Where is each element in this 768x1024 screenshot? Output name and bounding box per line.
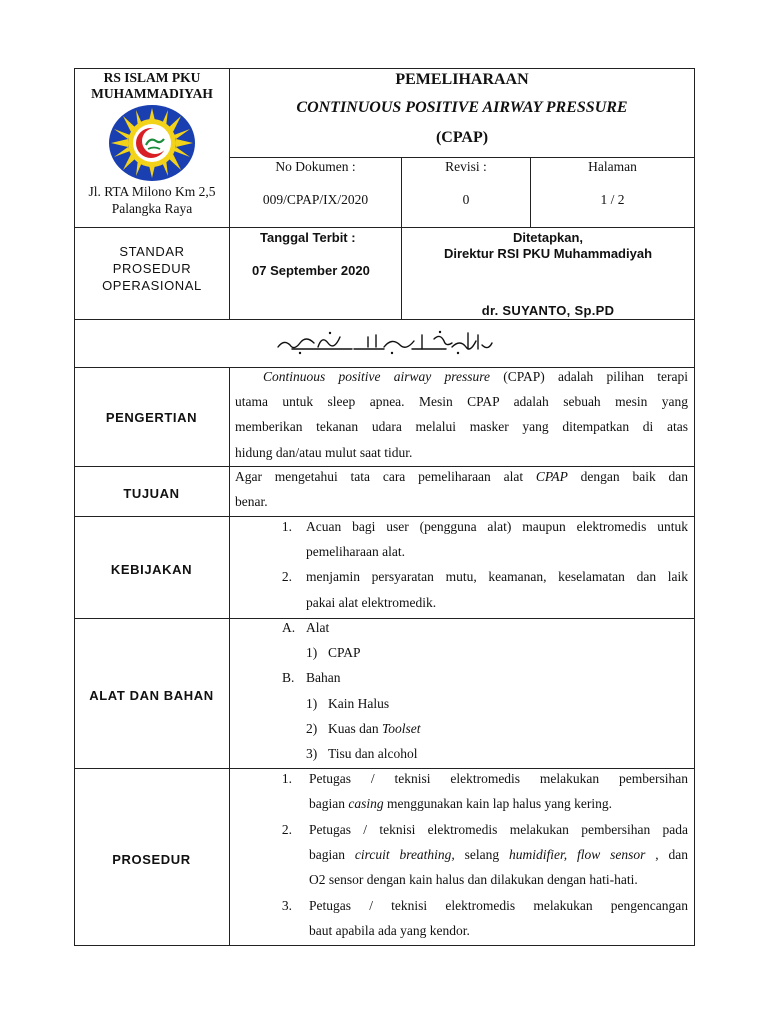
bahan-item-1: Kain Halus (328, 696, 390, 711)
revision-value: 0 (462, 192, 470, 207)
tujuan-line2: benar. (235, 494, 268, 509)
bahan-item-2-text: Kuas dan (328, 721, 382, 736)
table-border-bottom (74, 945, 695, 946)
prosedur-step-1-line2-a: bagian (309, 796, 349, 811)
prosedur-step-2-line2-c: , dan (645, 847, 688, 862)
prosedur-step-3-line1: Petugas / teknisi elektromedis melakukan pengencangan (309, 898, 688, 913)
left-col-divider-body (229, 367, 230, 945)
prosedur-step-1-line2-b: menggunakan kain lap halus yang kering. (383, 796, 612, 811)
issue-date-label: Tanggal Terbit : (260, 230, 356, 245)
bahan-group-marker: B. (282, 670, 295, 685)
tujuan-line1 (235, 464, 688, 490)
prosedur-step-2-term-2: humidifier, flow sensor (509, 847, 646, 862)
prosedur-step-1-line2 (309, 791, 688, 817)
prosedur-step-1-term: casing (348, 796, 384, 811)
kebijakan-item-1-number: 1. (281, 519, 292, 534)
pengertian-line4: hidung dan/atau mulut saat tidur. (235, 445, 413, 460)
pengertian-term: Continuous positive airway pressure (263, 369, 491, 384)
document-title-line3: (CPAP) (435, 129, 489, 146)
prosedur-step-2-line2-b: selang (454, 847, 510, 862)
kebijakan-item-2-line1: menjamin persyaratan mutu, keamanan, keselamatan dan laik (306, 569, 688, 584)
prosedur-step-1-number: 1. (281, 771, 292, 786)
document-title-line1: PEMELIHARAAN (395, 71, 529, 88)
kebijakan-rule (74, 618, 695, 619)
page-label: Halaman (588, 159, 637, 174)
header-rule (229, 157, 695, 158)
sop-rule-top (74, 227, 695, 228)
bahan-item-3-number: 3) (306, 746, 318, 761)
document-title-line2: CONTINUOUS POSITIVE AIRWAY PRESSURE (296, 99, 628, 116)
muhammadiyah-sun-crescent-logo-icon (106, 103, 198, 183)
kebijakan-item-2-line2: pakai alat elektromedik. (306, 595, 437, 610)
doc-number-label: No Dokumen : (275, 159, 356, 174)
hospital-name-line1: RS ISLAM PKU (103, 70, 201, 85)
prosedur-step-2-line1: Petugas / teknisi elektromedis melakukan pembersihan pada (309, 822, 688, 837)
prosedur-step-3-line2: baut apabila ada yang kendor. (309, 923, 470, 938)
director-title: Direktur RSI PKU Muhammadiyah (443, 246, 653, 261)
prosedur-step-3-number: 3. (281, 898, 292, 913)
revision-label: Revisi : (445, 159, 487, 174)
tujuan-line1-a: Agar mengetahui tata cara pemeliharaan alat (235, 469, 536, 484)
bahan-item-2 (328, 716, 421, 742)
prosedur-step-2-term-1: circuit breathing, (354, 847, 455, 862)
issue-date-value: 07 September 2020 (252, 263, 370, 278)
pengertian-line3: memberikan tekanan udara melalui masker yang ditempatkan di atas (235, 419, 688, 434)
director-name: dr. SUYANTO, Sp.PD (481, 303, 615, 318)
sop-label-line3: OPERASIONAL (102, 278, 202, 293)
tujuan-term: CPAP (535, 469, 568, 484)
table-border-right (694, 68, 695, 946)
tujuan-line1-b: dengan baik dan (567, 469, 688, 484)
alat-bahan-label: ALAT DAN BAHAN (89, 688, 214, 703)
kebijakan-item-1-line1: Acuan bagi user (pengguna alat) maupun elektromedis untuk (306, 519, 688, 534)
bahan-item-2-term: Toolset (382, 721, 421, 736)
page-value: 1 / 2 (600, 192, 625, 207)
bahan-item-2-number: 2) (306, 721, 318, 736)
bahan-group-title: Bahan (306, 670, 341, 685)
kebijakan-item-1-line2: pemeliharaan alat. (306, 544, 405, 559)
kebijakan-item-2-number: 2. (281, 569, 292, 584)
sop-label-line1: STANDAR (119, 244, 185, 259)
address-line1: Jl. RTA Milono Km 2,5 (88, 184, 216, 199)
prosedur-label: PROSEDUR (112, 852, 191, 867)
bahan-item-3: Tisu dan alcohol (328, 746, 418, 761)
kebijakan-label: KEBIJAKAN (110, 562, 193, 577)
sop-rule-bottom (74, 319, 695, 320)
tujuan-label: TUJUAN (123, 486, 180, 501)
alat-group-marker: A. (282, 620, 296, 635)
alat-item-1: CPAP (328, 645, 361, 660)
prosedur-step-2-line2 (309, 842, 688, 868)
table-border-top (74, 68, 695, 69)
alat-item-1-number: 1) (306, 645, 318, 660)
pengertian-line2: utama untuk sleep apnea. Mesin CPAP adalah sebuah mesin yang (235, 394, 688, 409)
pengertian-line1-rest: (CPAP) adalah pilihan terapi (490, 369, 688, 384)
pengertian-line1 (263, 364, 688, 390)
address-line2: Palangka Raya (111, 201, 193, 216)
prosedur-step-2-number: 2. (281, 822, 292, 837)
hospital-name-line2: MUHAMMADIYAH (91, 86, 213, 101)
bahan-item-1-number: 1) (306, 696, 318, 711)
prosedur-step-1-line1: Petugas / teknisi elektromedis melakukan pembersihan (309, 771, 688, 786)
sop-label-line2: PROSEDUR (112, 261, 192, 276)
prosedur-step-2-line2-a: bagian (309, 847, 355, 862)
doc-number-value: 009/CPAP/IX/2020 (262, 192, 369, 207)
pengertian-label: PENGERTIAN (105, 410, 198, 425)
alat-group-title: Alat (306, 620, 330, 635)
established-label: Ditetapkan, (512, 230, 584, 245)
prosedur-step-2-line3: O2 sensor dengan kain halus dan dilakukan dengan hati-hati. (309, 872, 638, 887)
basmalah-calligraphy-icon (272, 327, 494, 357)
